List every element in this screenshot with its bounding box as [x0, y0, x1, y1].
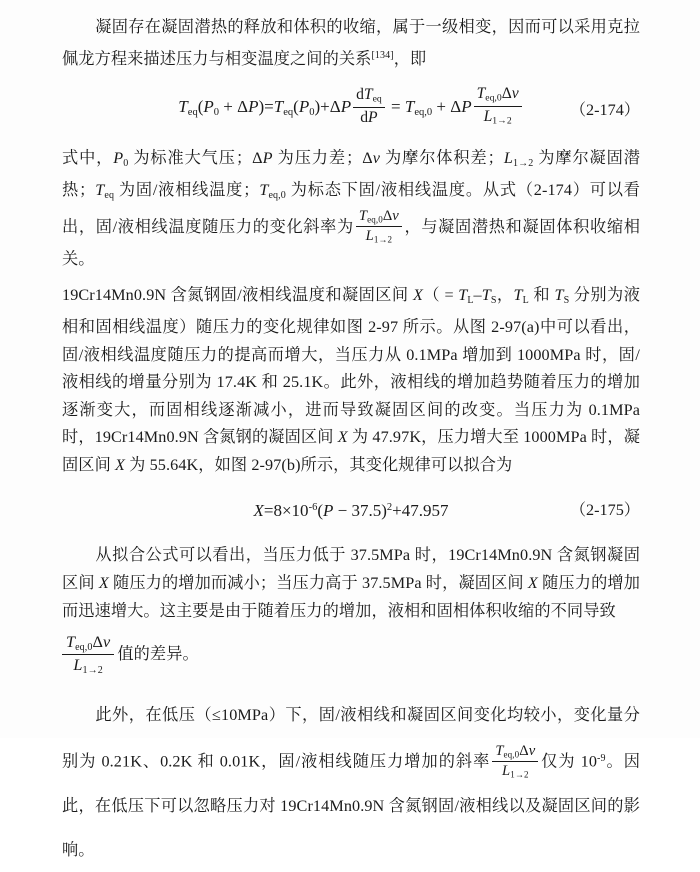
- equation-2-175-expression: $X=8\times 10^{-6}(P - 37.5)^2+47.957$: [253, 501, 449, 521]
- equation-2-174-row: [62, 85, 640, 135]
- symbol-delta-v: Δv: [362, 148, 381, 167]
- equation-2-175-row: [62, 494, 640, 527]
- p4-a: 从拟合公式可以看出，当压力低于 37.5MPa 时，19Cr14Mn0.9N 含氮钢凝固区间: [62, 546, 640, 592]
- paragraph-fit-analysis-tail: [62, 631, 640, 677]
- p5-a: 此外，在低压（≤10MPa）下，固/液相线和凝固区间变化均较小，变化量分别为 0.21K、0.2K 和 0.01K，固/液相线随压力增加的斜率: [62, 706, 640, 771]
- symbol-X-2: X: [337, 428, 348, 447]
- p5-b: 仅为 10: [540, 752, 598, 771]
- where-lead: 式中，: [62, 148, 114, 167]
- equation-2-175-number: （2-175）: [569, 500, 640, 519]
- symbol-X-4: X: [98, 573, 109, 592]
- p4-b: 随压力的增加而减小；当压力高于 37.5MPa 时，凝固区间: [108, 573, 528, 592]
- def-f: 为标态下固/液相线温度。从式（2-174）可以看出，固/液相线温度随压力的变化斜率为: [62, 181, 641, 236]
- symbol-TL: $T_L$: [458, 285, 474, 306]
- p5-c: 。因此，在低压下可以忽略压力对 19Cr14Mn0.9N 含氮钢固/液相线以及凝固区间的影响。: [62, 752, 640, 859]
- symbol-X: X: [413, 285, 423, 304]
- p3-e: 分别为液相和固相线温度）随压力的变化规律如图 2-97 所示。从图 2-97(a)中可以看出，固/液相线温度随压力的提高而增大，当压力从 0.1MPa 增加到 1000MPa 时，固/液相线的增量分别为 17.4K 和 25.1K。此外，液相线的增加趋势随着压力的增加逐渐变大，而固相线逐渐减小，进而导致凝固区间的改变。当压力为 0.1MPa 时，19Cr14Mn0.9N 含氮钢的凝固区间: [62, 285, 640, 447]
- p4-c: 随压力的增加而迅速增大。这主要是由于随着压力的增加，液相和固相体积收缩的不同导致: [62, 573, 640, 620]
- inline-fraction-slope-3: $\frac{T_{eq,0}\Delta v}{L_{1\to 2}}$: [492, 743, 538, 779]
- symbol-X-5: X: [527, 573, 538, 592]
- spacer: [62, 274, 640, 282]
- equation-2-174-expression: $T_{eq}(P_0 + \Delta P)=T_{eq}(P_0)+\Delta P$ $\frac{dT_{eq}}{dP}$ = $T_{eq,0} + \Delta P$ $\frac{T_{eq,0}\Delta v}{L_{1\to 2}}$: [178, 97, 523, 116]
- spacer: [62, 73, 640, 85]
- spacer: [62, 677, 640, 693]
- paragraph-intro-tail: ，即: [393, 49, 427, 68]
- symbol-TL-2: $T_L$: [513, 285, 529, 306]
- symbol-Teq0: $T_{eq,0}$: [259, 181, 286, 202]
- def-e: 为固/液相线温度；: [114, 181, 260, 200]
- citation-marker: [134]: [371, 49, 394, 61]
- symbol-L12: $L_{1\to 2}$: [503, 148, 534, 169]
- exponent-minus-nine: -9: [597, 753, 606, 765]
- paragraph-symbol-definitions: [62, 145, 640, 274]
- symbol-delta-P: ΔP: [252, 148, 273, 167]
- minus-sign: –: [473, 285, 482, 304]
- fraction-Teq0dv-L: $\frac{T_{eq,0}\Delta v}{L_{1\to 2}}$: [474, 85, 522, 127]
- p3-a: 19Cr14Mn0.9N 含氮钢固/液相线温度和凝固区间: [62, 285, 413, 304]
- paragraph-intro: [62, 14, 640, 73]
- spacer: [62, 526, 640, 542]
- paragraph-low-pressure: [62, 693, 640, 872]
- p3-f: 为 47.97K，压力增大至 1000MPa 时，凝固区间: [62, 428, 640, 474]
- page-body-column: [62, 14, 640, 872]
- symbol-P0: $P_0$: [113, 148, 129, 169]
- symbol-TS: $T_S$: [481, 285, 497, 306]
- spacer: [62, 480, 640, 494]
- p3-g: 为 55.64K，如图 2-97(b)所示，其变化规律可以拟合为: [125, 455, 513, 474]
- symbol-X-3: X: [115, 455, 126, 474]
- def-g: ，与凝固潜热和凝固体积收缩相关。: [62, 217, 641, 268]
- p3-c: ，: [496, 285, 514, 304]
- def-d: 为摩尔凝固潜热；: [62, 148, 640, 200]
- p4-d: 值的差异。: [117, 645, 199, 664]
- p3-d: 和: [528, 285, 555, 304]
- inline-fraction-slope-1: $\frac{T_{eq,0}\Delta v}{L_{1\to 2}}$: [356, 208, 402, 244]
- paragraph-intro-text: 凝固存在凝固潜热的释放和体积的收缩，属于一级相变，因而可以采用克拉佩龙方程来描述压力与相变温度之间的关系: [62, 18, 640, 68]
- block-fraction-slope-2: $\frac{T_{eq,0}\Delta v}{L_{1\to 2}}$: [62, 633, 114, 677]
- equation-2-174: [62, 85, 640, 135]
- fraction-dTeq-dP: $\frac{dT_{eq}}{dP}$: [353, 86, 385, 126]
- symbol-TS-2: $T_S$: [554, 285, 570, 306]
- spacer: [62, 135, 640, 145]
- equation-2-175: [62, 494, 640, 527]
- paragraph-fit-analysis: [62, 542, 640, 625]
- def-a: 为标准大气压；: [128, 148, 253, 167]
- p3-b: （ =: [423, 285, 459, 304]
- paragraph-solidification-range: [62, 282, 640, 480]
- symbol-Teq: $T_{eq}$: [95, 181, 115, 202]
- def-c: 为摩尔体积差；: [380, 148, 504, 167]
- equation-2-174-number: （2-174）: [569, 100, 640, 119]
- def-b: 为压力差；: [272, 148, 363, 167]
